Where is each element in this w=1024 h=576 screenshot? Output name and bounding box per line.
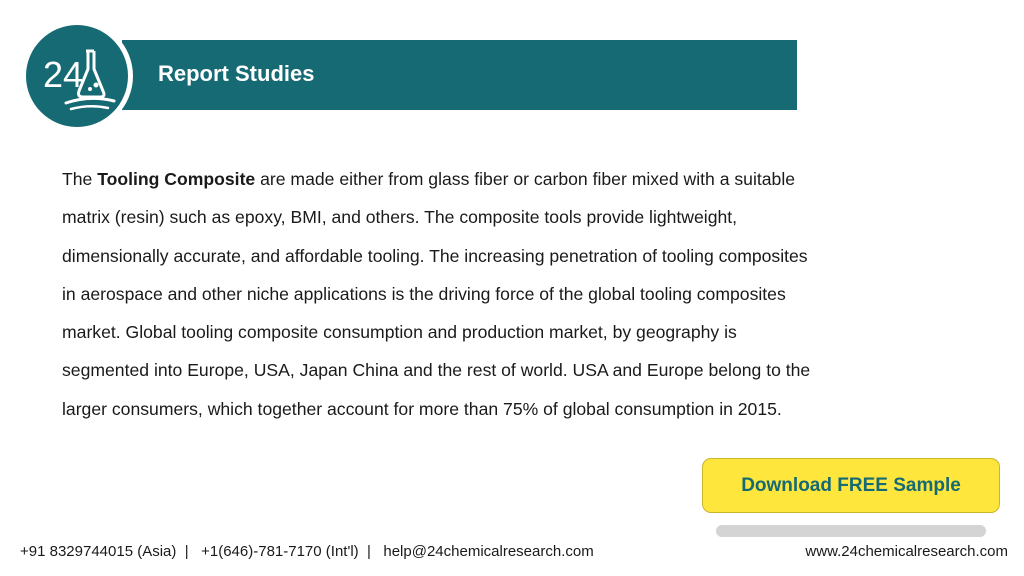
footer-website-link[interactable]: www.24chemicalresearch.com (805, 543, 1008, 560)
flask-logo-icon (26, 25, 128, 127)
body-paragraph (62, 160, 822, 428)
footer-contact: +91 8329744015 (Asia) | +1(646)-781-7170 (Int'l) | help@24chemicalresearch.com (20, 543, 594, 560)
intro-text: The (62, 169, 98, 189)
highlight-term: Tooling Composite (97, 169, 256, 189)
button-shadow (716, 525, 986, 537)
company-logo[interactable] (26, 25, 128, 127)
page-title: Report Studies (158, 61, 315, 86)
description-text: are made either from glass fiber or carbon fiber mixed with a suitable matrix (resin) such as epoxy, BMI, and others. The composite tools provide lightweight, dimensionally accurate, and affordable tooling. The increasing penetration of tooling composites in aerospace and other niche applications is the driving force of the global tooling composites market. Global tooling composite consumption and production market, by geography is segmented into Europe, USA, Japan China and the rest of world. USA and Europe belong to the larger consumers, which together account for more than 75% of global consumption in 2015. (62, 169, 811, 419)
logo-text: 24 (43, 54, 84, 95)
download-sample-button[interactable]: Download FREE Sample (702, 458, 1000, 513)
